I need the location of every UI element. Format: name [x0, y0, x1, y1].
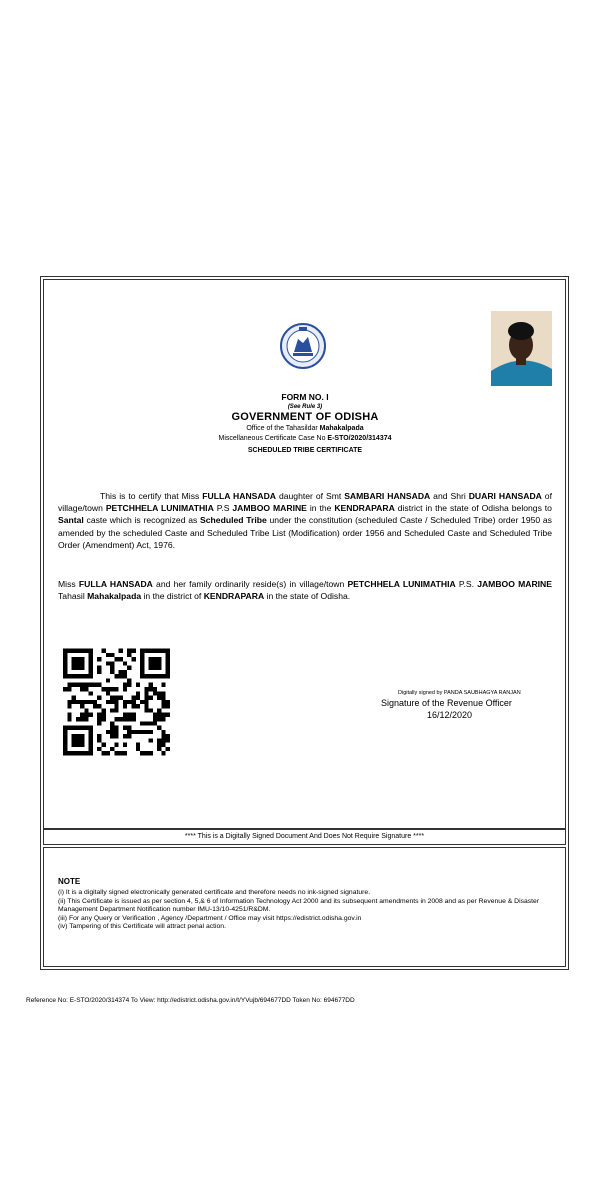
digital-signature-text: Digitally signed by PANDA SAUBHAGYA RANJAN [398, 690, 521, 696]
rule-reference: (See Rule 3) [287, 404, 323, 410]
qr-code [63, 648, 170, 756]
note-item: (i) It is a digitally signed electronically generated certificate and therefore needs no ink-signed signature. [58, 889, 371, 896]
residence-paragraph: Miss FULLA HANSADA and her family ordinarily reside(s) in village/town PETCHHELA LUNIMATHIA P.S. JAMBOO MARINE Tahasil Mahakalpada in the district of KENDRAPARA in the state of Odisha. [58, 579, 552, 602]
note-item: (iv) Tampering of this Certificate will attract penal action. [58, 923, 226, 931]
government-title: GOVERNMENT OF ODISHA [231, 411, 379, 423]
notes-title: NOTE [58, 877, 81, 886]
office-line: Office of the Tahasildar Mahakalpada [246, 425, 364, 432]
officer-signature-label: Signature of the Revenue Officer [381, 698, 512, 708]
case-number-line: Miscellaneous Certificate Case No E-STO/2020/314374 [218, 435, 392, 442]
signature-date: 16/12/2020 [427, 710, 473, 720]
note-item: (iii) For any Query or Verification , Agency /Department / Office may visit https://edistrict.odisha.gov.in [58, 914, 362, 922]
notes-list [58, 889, 552, 932]
digital-signature-notice: **** This is a Digitally Signed Document And Does Not Require Signature **** [43, 829, 566, 845]
certificate-title: SCHEDULED TRIBE CERTIFICATE [247, 447, 363, 454]
note-item: (ii) This Certificate is issued as per section 4, 5,& 6 of Information Technology Act 2000 and its subsequent amendments in 2008 and as per Revenue & Disaster Management Department Notification number IMU-13/10-4251/R&DM. [58, 897, 540, 914]
form-number: FORM NO. I [281, 392, 329, 402]
reference-footer: Reference No: E-STO/2020/314374 To View: http://edistrict.odisha.gov.in/t/YVujb/694677DD Token No: 694677DD [26, 997, 355, 1004]
odisha-emblem-icon [280, 322, 326, 370]
certification-paragraph: This is to certify that Miss FULLA HANSADA daughter of Smt SAMBARI HANSADA and Shri DUARI HANSADA of village/town PETCHHELA LUNIMATHIA P.S JAMBOO MARINE in the KENDRAPARA district in the state of Odisha belongs to Santal caste which is recognized as Scheduled Tribe under the constitution (scheduled Caste / Scheduled Tribe) order 1950 as amended by the scheduled Caste and Scheduled Tribe List (Modification) order 1956 and Scheduled Caste and Scheduled Tribe Order (Amendment) Act, 1976. [58, 491, 552, 550]
applicant-photo [491, 311, 552, 386]
